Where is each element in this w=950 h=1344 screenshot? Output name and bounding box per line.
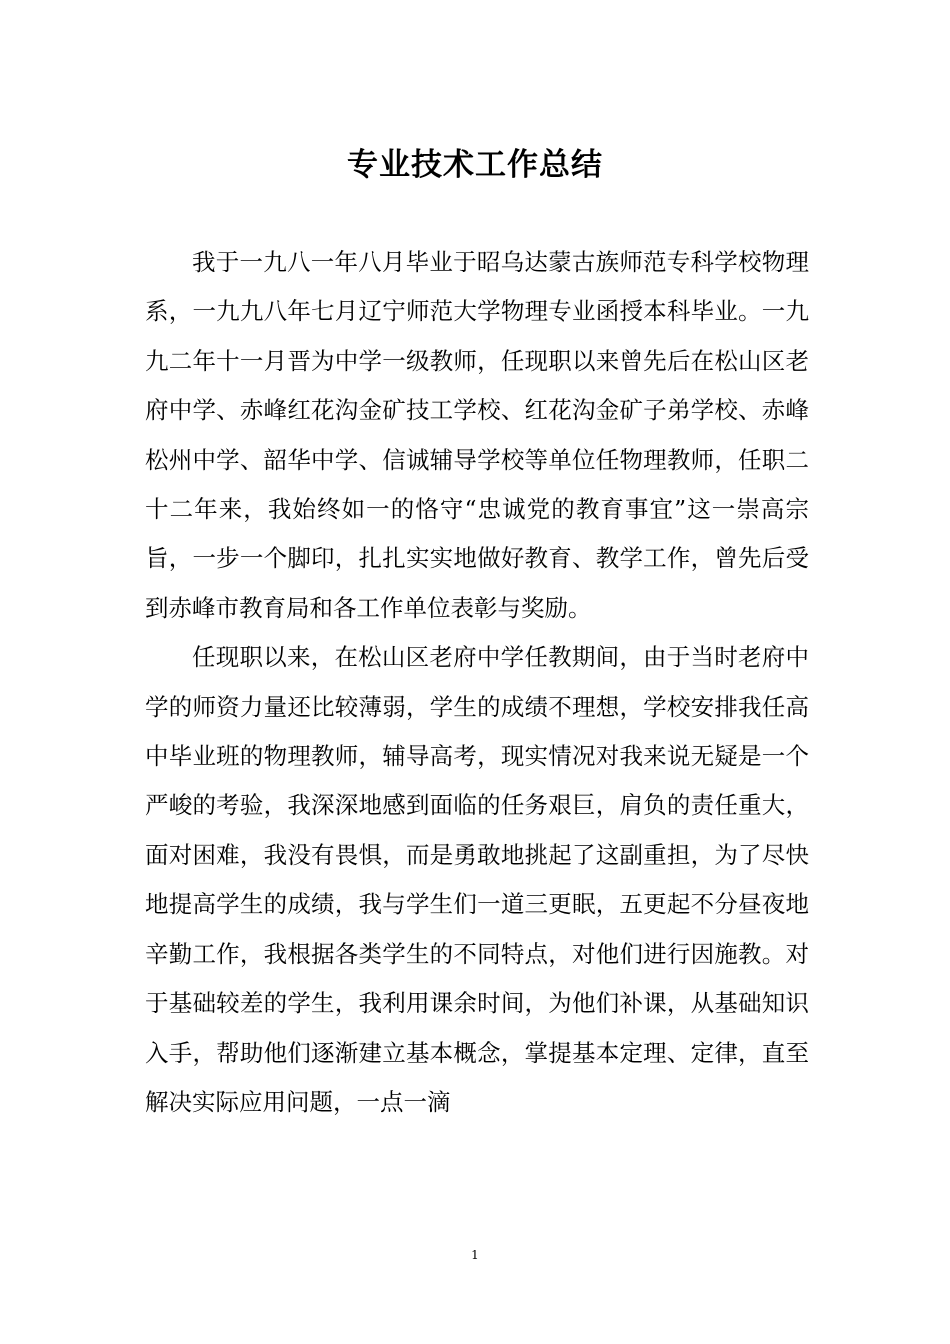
document-body bbox=[145, 238, 809, 1127]
paragraph-1: 我于一九八一年八月毕业于昭乌达蒙古族师范专科学校物理系，一九九八年七月辽宁师范大学物理专业函授本科毕业。一九九二年十一月晋为中学一级教师，任现职以来曾先后在松山区老府中学、赤峰红花沟金矿技工学校、红花沟金矿子弟学校、赤峰松州中学、韶华中学、信诚辅导学校等单位任物理教师，任职二十二年来，我始终如一的恪守“忠诚党的教育事宜”这一崇高宗旨，一步一个脚印，扎扎实实地做好教育、教学工作，曾先后受到赤峰市教育局和各工作单位表彰与奖励。 bbox=[145, 248, 809, 622]
paragraph-2: 任现职以来，在松山区老府中学任教期间，由于当时老府中学的师资力量还比较薄弱，学生的成绩不理想，学校安排我任高中毕业班的物理教师，辅导高考，现实情况对我来说无疑是一个严峻的考验，我深深地感到面临的任务艰巨，肩负的责任重大，面对困难，我没有畏惧，而是勇敢地挑起了这副重担，为了尽快地提高学生的成绩，我与学生们一道三更眠，五更起不分昼夜地辛勤工作，我根据各类学生的不同特点，对他们进行因施教。对于基础较差的学生，我利用课余时间，为他们补课，从基础知识入手，帮助他们逐渐建立基本概念，掌提基本定理、定律，直至解决实际应用问题，一点一滴 bbox=[145, 643, 809, 1116]
page-number: 1 bbox=[471, 1248, 479, 1262]
document-title: 专业技术工作总结 bbox=[347, 147, 603, 183]
